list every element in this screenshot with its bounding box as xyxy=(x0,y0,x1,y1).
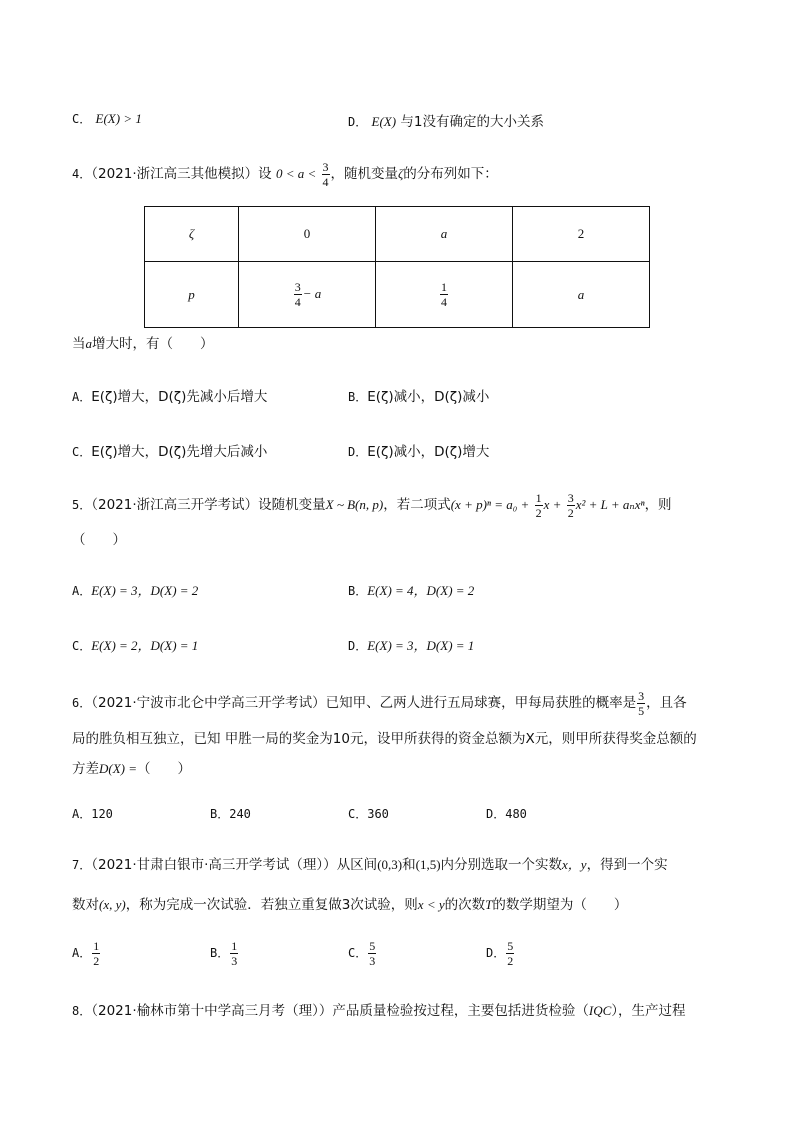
q4-stem: 4．（2021·浙江高三其他模拟）设 0 < a < $\frac{3}{4}$ ，随机变量ζ的分布列如下： xyxy=(72,160,498,189)
q4-option-c: C．E(ζ)增大，D(ζ)先增大后减小 xyxy=(72,444,268,460)
q3-option-c: C． E(X) > 1 xyxy=(72,111,142,126)
q5-answer-paren: （ ） xyxy=(72,532,126,548)
q7-stem-line2: 数对(x, y)，称为完成一次试验．若独立重复做3次试验，则x < y的次数T的数学期望为（ ） xyxy=(72,897,628,913)
q5-option-a: A．E(X) = 3，D(X) = 2 xyxy=(72,583,199,598)
q7-option-c: C． $\frac{5}{3}$ xyxy=(348,939,376,968)
q5-option-b: B．E(X) = 4，D(X) = 2 xyxy=(348,583,475,598)
table-prob-label: p xyxy=(145,262,239,328)
q6-stem-line3: 方差D(X) =（ ） xyxy=(72,761,192,777)
q6-stem-line2: 局的胜负相互独立，已知 甲胜一局的奖金为10元，设甲所获得的资金总额为X元，则甲所获得奖金总额的 xyxy=(72,731,697,747)
q6-stem-line1: 6．（2021·宁波市北仑中学高三开学考试）已知甲、乙两人进行五局球赛，甲每局获胜的概率是 $\frac{3}{5}$ ，且各 xyxy=(72,689,687,718)
q4-distribution-table xyxy=(144,206,650,328)
q4-condition-fraction: $\frac{3}{4}$ xyxy=(322,160,329,189)
table-head-cell: 0 xyxy=(239,207,376,262)
q7-option-a: A． $\frac{1}{2}$ xyxy=(72,939,100,968)
table-head-cell: ζ xyxy=(145,207,239,262)
q7-stem-line1: 7．（2021·甘肃白银市·高三开学考试（理））从区间(0,3)和(1,5)内分别选取一个实数x，y，得到一个实 xyxy=(72,857,668,873)
q3-option-d: D． E(X) 与1没有确定的大小关系 xyxy=(348,114,544,130)
q6-option-b: B．240 xyxy=(210,807,251,821)
q5-stem: 5．（2021·浙江高三开学考试）设随机变量X ~ B(n, p)，若二项式(x + p)ⁿ = a₀ + $\frac{1}{2}$ x + $\frac{3}{2}$ x² + L + aₙxⁿ，则 xyxy=(72,491,672,520)
q4-option-d: D．E(ζ)减小，D(ζ)增大 xyxy=(348,444,490,460)
q5-option-c: C．E(X) = 2，D(X) = 1 xyxy=(72,638,199,653)
q6-option-a: A．120 xyxy=(72,807,113,821)
q6-option-d: D．480 xyxy=(486,807,527,821)
table-prob-cell: $\frac{1}{4}$ xyxy=(376,262,513,328)
q7-option-b: B． $\frac{1}{3}$ xyxy=(210,939,238,968)
q4-option-a: A．E(ζ)增大，D(ζ)先减小后增大 xyxy=(72,389,268,405)
q5-option-d: D．E(X) = 3，D(X) = 1 xyxy=(348,638,475,653)
q4-option-b: B．E(ζ)减小，D(ζ)减小 xyxy=(348,389,490,405)
q4-after-table: 当a增大时，有（ ） xyxy=(72,336,214,352)
q8-stem: 8．（2021·榆林市第十中学高三月考（理））产品质量检验按过程，主要包括进货检验（IQC），生产过程 xyxy=(72,1003,686,1019)
table-prob-cell: a xyxy=(513,262,650,328)
table-head-cell: a xyxy=(376,207,513,262)
table-prob-cell: $\frac{3}{4}$ − a xyxy=(239,262,376,328)
q7-option-d: D． $\frac{5}{2}$ xyxy=(486,939,514,968)
q6-option-c: C．360 xyxy=(348,807,389,821)
table-head-cell: 2 xyxy=(513,207,650,262)
